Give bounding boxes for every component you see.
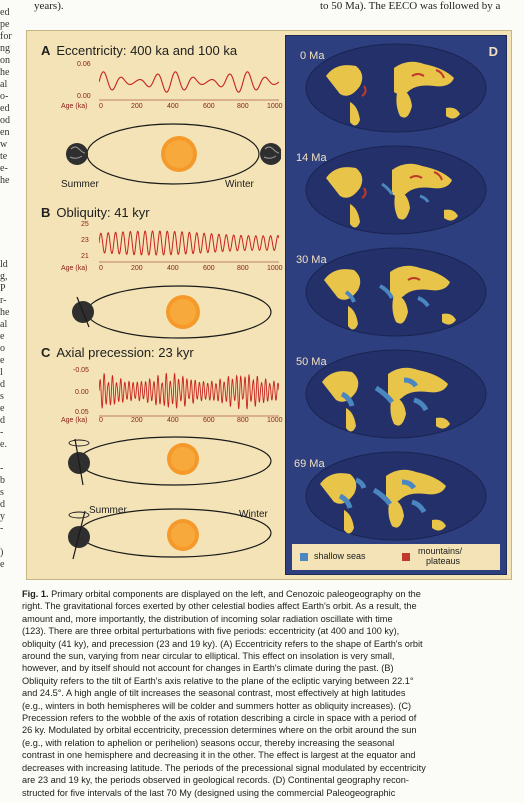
margin-fragment: y xyxy=(0,511,5,522)
panel-c-xtick: 600 xyxy=(203,417,215,424)
panel-d-letter: D xyxy=(488,44,498,59)
panel-c-ytick: 0.00 xyxy=(75,389,89,396)
panel-a-xtick: 0 xyxy=(99,103,103,110)
panel-a-ytick-top: 0.06 xyxy=(77,61,91,68)
panel-a-ytick-bottom: 0.00 xyxy=(77,93,91,100)
mountains-label-line2: plateaus xyxy=(426,556,461,566)
sun-icon xyxy=(166,295,200,329)
caption-line: structed for five intervals of the last 70 My (designed using the commercial Paleogeographic xyxy=(22,787,396,798)
margin-fragment: d xyxy=(0,415,5,426)
panel-a-xtick: 1000 xyxy=(267,103,283,110)
margin-fragment: g, xyxy=(0,271,8,282)
caption-line: obliquity (41 ky), and precession (23 and 19 ky). (A) Eccentricity refers to the shape of Earth's orbit xyxy=(22,638,423,649)
caption-line: however, and by itself should not account for changes in Earth's climate during the past. (B) xyxy=(22,663,394,674)
map-label-69ma: 69 Ma xyxy=(294,458,325,470)
sun-icon xyxy=(167,443,199,475)
margin-fragment: d xyxy=(0,499,5,510)
panel-c-xtick: 200 xyxy=(131,417,143,424)
caption-line: (e.g., with relation to aphelion or perihelion) seasons occur, thereby increasing the seasonal xyxy=(22,737,395,748)
margin-fragment: pe xyxy=(0,19,10,30)
caption-line: Primary orbital components are displayed on the left, and Cenozoic paleogeography on the xyxy=(48,589,421,599)
panel-b-title: B Obliquity: 41 kyr xyxy=(41,205,150,220)
caption-line: (123). There are three orbital perturbations with five periods: eccentricity (at 400 and 100 ky), xyxy=(22,626,400,637)
margin-fragment: - xyxy=(0,463,4,474)
panel-b-ytick: 21 xyxy=(81,253,89,260)
panel-c-summer-label: Summer xyxy=(89,505,127,516)
margin-fragment: - xyxy=(0,523,4,534)
margin-fragment: e- xyxy=(0,163,8,174)
earth-icon xyxy=(68,511,90,559)
margin-fragment: d xyxy=(0,379,5,390)
panel-b-xtick: 600 xyxy=(203,265,215,272)
margin-fragment: s xyxy=(0,487,4,498)
caption-line: and 24.5°. A high angle of tilt increases the seasonal contrast, most effectively at high latitudes xyxy=(22,688,406,699)
panel-b-ytick: 25 xyxy=(81,221,89,228)
margin-fragment: l xyxy=(0,367,3,378)
caption-line-first xyxy=(22,588,516,600)
caption-line: amount and, more importantly, the distribution of incoming solar radiation oscillate with time xyxy=(22,613,393,624)
margin-fragment: al xyxy=(0,79,8,90)
margin-fragment: b xyxy=(0,475,5,486)
world-map-0ma xyxy=(306,44,486,132)
margin-fragment: - xyxy=(0,427,4,438)
panel-b-xtick: 400 xyxy=(167,265,179,272)
map-label-50ma: 50 Ma xyxy=(296,356,327,368)
panel-b-xtick: 200 xyxy=(131,265,143,272)
margin-fragment: for xyxy=(0,31,12,42)
prev-column-fragment: years). xyxy=(34,0,64,12)
map-label-0ma: 0 Ma xyxy=(300,50,325,62)
margin-fragment: e xyxy=(0,403,5,414)
earth-icon xyxy=(68,439,90,485)
map-label-30ma: 30 Ma xyxy=(296,254,327,266)
precession-signal-plot xyxy=(99,367,279,417)
next-column-fragment: to 50 Ma). The EECO was followed by a xyxy=(320,0,501,12)
world-map-30ma xyxy=(306,248,486,336)
panel-b-xaxis-label: Age (ka) xyxy=(61,265,88,272)
panel-c-title: C Axial precession: 23 kyr xyxy=(41,345,194,360)
panel-c-xtick: 800 xyxy=(237,417,249,424)
panel-a-xtick: 400 xyxy=(167,103,179,110)
caption-line: around the sun, varying from near circular to elliptical. This effect on insolation is very small, xyxy=(22,651,395,662)
mountains-swatch xyxy=(402,553,410,561)
panel-b-xtick: 800 xyxy=(237,265,249,272)
sun-icon xyxy=(161,136,197,172)
world-map-14ma xyxy=(306,146,486,234)
earth-icon xyxy=(66,143,88,165)
shallow-seas-label: shallow seas xyxy=(314,551,366,561)
margin-fragment: P xyxy=(0,283,6,294)
caption-line: (e.g., winters in both hemispheres will be colder and summers hotter as obliquity increases). (C) xyxy=(22,700,412,711)
obliquity-signal-plot xyxy=(99,223,279,263)
shallow-seas-swatch xyxy=(300,553,308,561)
margin-fragment: o- xyxy=(0,91,9,102)
panel-a-title: A Eccentricity: 400 ka and 100 ka xyxy=(41,43,238,58)
map-legend xyxy=(292,544,500,570)
panel-a-xtick: 600 xyxy=(203,103,215,110)
margin-fragment: e xyxy=(0,559,5,570)
caption-label: Fig. 1. xyxy=(22,589,49,599)
panel-c-winter-label: Winter xyxy=(239,509,268,520)
margin-fragment: en xyxy=(0,127,10,138)
margin-fragment: ld xyxy=(0,259,8,270)
panel-c-xtick: 1000 xyxy=(267,417,283,424)
margin-fragment: he xyxy=(0,175,10,186)
margin-fragment: ng xyxy=(0,43,10,54)
sun-icon xyxy=(167,519,199,551)
margin-fragment: ed xyxy=(0,7,10,18)
margin-fragment: w xyxy=(0,139,8,150)
figure-caption xyxy=(22,588,516,799)
caption-line: decreases with increasing latitude. The periods of the precessional signal modulated by eccentricity xyxy=(22,762,426,773)
paleogeography-panel xyxy=(285,35,507,575)
world-map-69ma xyxy=(306,452,486,540)
margin-fragment: he xyxy=(0,67,10,78)
panel-c-xtick: 0 xyxy=(99,417,103,424)
map-label-14ma: 14 Ma xyxy=(296,152,327,164)
panel-b-ytick: 23 xyxy=(81,237,89,244)
caption-line: 26 ky. Modulated by orbital eccentricity, precession determines where on the orbit around the sun xyxy=(22,725,417,736)
caption-line: right. The gravitational forces exerted by other celestial bodies affect Earth's orbit. As a result, the xyxy=(22,601,417,612)
margin-fragment: o xyxy=(0,343,5,354)
caption-line: are 23 and 19 ky, the periods observed in geological records. (D) Continental geography recon- xyxy=(22,775,409,786)
precession-orbit-diagram xyxy=(57,429,281,577)
margin-fragment: ) xyxy=(0,547,4,558)
margin-fragment: r- xyxy=(0,295,7,306)
margin-fragment: e xyxy=(0,331,5,342)
margin-fragment: s xyxy=(0,391,4,402)
mountains-label-line1: mountains/ xyxy=(418,546,463,556)
caption-line: Precession refers to the wobble of the axis of rotation describing a circle in space with a period of xyxy=(22,713,417,724)
earth-icon xyxy=(72,297,94,327)
eccentricity-signal-plot xyxy=(99,61,279,101)
left-margin-text-fragments xyxy=(0,0,14,580)
margin-fragment: on xyxy=(0,55,10,66)
panel-c-ytick: -0.05 xyxy=(73,367,89,374)
panel-a-summer-label: Summer xyxy=(61,179,99,190)
world-map-50ma xyxy=(306,350,486,438)
margin-fragment: e. xyxy=(0,439,7,450)
margin-fragment: od xyxy=(0,115,10,126)
margin-fragment: al xyxy=(0,319,8,330)
panel-a-xtick: 200 xyxy=(131,103,143,110)
panel-a-xtick: 800 xyxy=(237,103,249,110)
obliquity-orbit-diagram xyxy=(61,277,281,347)
panel-a-xaxis-label: Age (ka) xyxy=(61,103,88,110)
margin-fragment: e xyxy=(0,355,5,366)
panel-b-xtick: 0 xyxy=(99,265,103,272)
caption-line: contrast in one hemisphere and decreasing it in the other. The effect is largest at the equator and xyxy=(22,750,416,761)
earth-icon xyxy=(260,143,281,165)
panel-a-winter-label: Winter xyxy=(225,179,254,190)
panel-b-xtick: 1000 xyxy=(267,265,283,272)
caption-line: Obliquity refers to the tilt of Earth's axis relative to the plane of the ecliptic varying between 22.1° xyxy=(22,675,414,686)
figure-1 xyxy=(26,30,512,580)
margin-fragment: te xyxy=(0,151,8,162)
panel-c-ytick: 0.05 xyxy=(75,409,89,416)
margin-fragment: ed xyxy=(0,103,10,114)
panel-c-xaxis-label: Age (ka) xyxy=(61,417,88,424)
margin-fragment: he xyxy=(0,307,10,318)
panel-c-xtick: 400 xyxy=(167,417,179,424)
